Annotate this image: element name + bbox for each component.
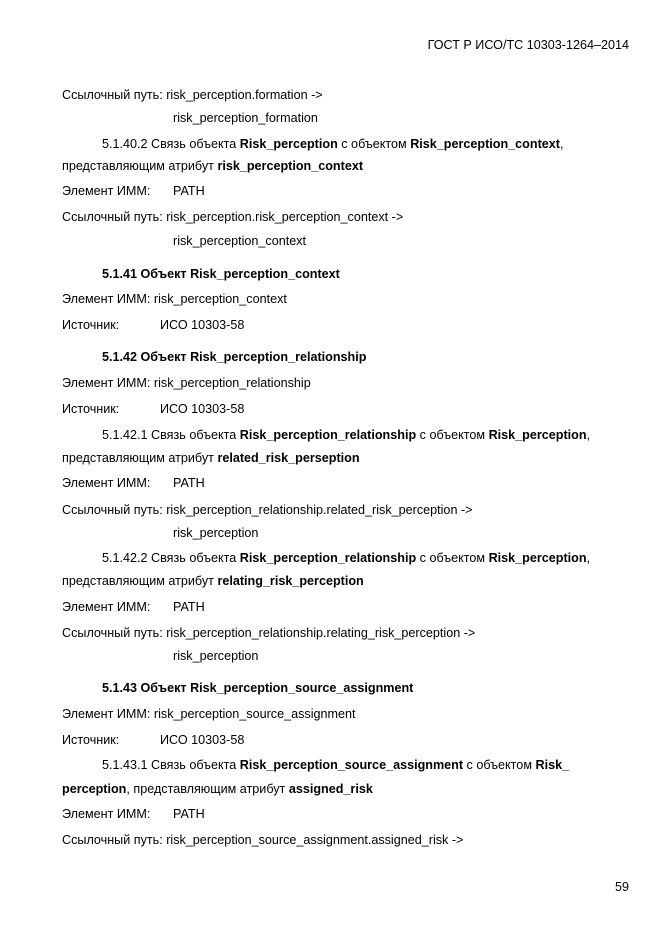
text-segment: представляющим атрибут	[62, 159, 218, 173]
bold-segment: Risk_perception	[488, 428, 587, 442]
text-segment: ,	[559, 137, 564, 151]
source-line	[62, 317, 244, 333]
ref-path-line	[62, 625, 475, 641]
text-segment: , представляющим атрибут	[126, 782, 289, 796]
line-label: Элемент ИММ:	[62, 376, 151, 390]
ref-path-line	[62, 209, 403, 225]
line-value: risk_perception_relationship.related_risk_perception ->	[166, 503, 473, 517]
clause-continuation	[62, 573, 364, 589]
line-value: PATH	[173, 476, 205, 490]
line-label: Элемент ИММ:	[62, 807, 151, 821]
line-label: Источник:	[62, 318, 120, 332]
text-segment: 5.1.40.2 Связь объекта	[102, 137, 240, 151]
line-value: PATH	[173, 807, 205, 821]
line-value: ИСО 10303-58	[160, 402, 245, 416]
bold-segment: Risk_perception_relationship	[239, 428, 417, 442]
bold-segment: Risk_perception_context	[410, 137, 560, 151]
ref-path-line	[62, 87, 323, 103]
text-segment: представляющим атрибут	[62, 451, 218, 465]
source-line	[62, 732, 244, 748]
bold-segment: assigned_risk	[288, 782, 373, 796]
text-segment: представляющим атрибут	[62, 574, 218, 588]
line-value: PATH	[173, 184, 205, 198]
bold-segment: Risk_perception	[239, 137, 338, 151]
line-label: Ссылочный путь:	[62, 626, 163, 640]
document-header: ГОСТ Р ИСО/ТС 10303-1264–2014	[427, 38, 629, 52]
arm-element-line	[62, 375, 311, 391]
line-value: risk_perception_source_assignment.assigned_risk ->	[166, 833, 464, 847]
text-segment: 5.1.42.1 Связь объекта	[102, 428, 240, 442]
line-label: Ссылочный путь:	[62, 88, 163, 102]
clause-5-1-42-1	[102, 427, 590, 443]
line-label: Источник:	[62, 402, 120, 416]
ref-path-line	[62, 502, 473, 518]
line-value: risk_perception.formation ->	[166, 88, 323, 102]
text-segment: ,	[586, 428, 591, 442]
ref-path-continuation: risk_perception	[173, 526, 259, 540]
arm-element-line	[62, 475, 205, 491]
line-value: risk_perception.risk_perception_context ->	[166, 210, 404, 224]
text-segment: 5.1.43.1 Связь объекта	[102, 758, 240, 772]
clause-5-1-43-1	[102, 757, 569, 773]
bold-segment: Risk_perception_relationship	[239, 551, 417, 565]
arm-element-line	[62, 806, 205, 822]
bold-segment: Risk_	[535, 758, 570, 772]
line-label: Ссылочный путь:	[62, 210, 163, 224]
line-label: Элемент ИММ:	[62, 292, 151, 306]
line-label: Элемент ИММ:	[62, 184, 151, 198]
line-value: PATH	[173, 600, 205, 614]
line-value: ИСО 10303-58	[160, 318, 245, 332]
section-heading-5-1-43: 5.1.43 Объект Risk_perception_source_assignment	[102, 681, 414, 695]
source-line	[62, 401, 244, 417]
text-segment: с объектом	[337, 137, 411, 151]
line-label: Ссылочный путь:	[62, 833, 163, 847]
clause-continuation	[62, 158, 363, 174]
clause-continuation	[62, 450, 360, 466]
line-value: risk_perception_relationship.relating_risk_perception ->	[166, 626, 476, 640]
text-segment: с объектом	[416, 551, 489, 565]
arm-element-line	[62, 183, 205, 199]
line-label: Источник:	[62, 733, 120, 747]
bold-segment: Risk_perception	[488, 551, 587, 565]
ref-path-continuation: risk_perception_formation	[173, 111, 318, 125]
ref-path-line	[62, 832, 463, 848]
ref-path-continuation: risk_perception	[173, 649, 259, 663]
section-heading-5-1-41: 5.1.41 Объект Risk_perception_context	[102, 267, 340, 281]
text-segment: ,	[586, 551, 591, 565]
bold-segment: Risk_perception_source_assignment	[239, 758, 464, 772]
bold-segment: related_risk_perseption	[217, 451, 360, 465]
clause-continuation	[62, 781, 373, 797]
text-segment: с объектом	[463, 758, 536, 772]
line-label: Элемент ИММ:	[62, 476, 151, 490]
line-value: risk_perception_relationship	[153, 376, 311, 390]
line-label: Элемент ИММ:	[62, 707, 151, 721]
ref-path-continuation: risk_perception_context	[173, 234, 307, 248]
arm-element-line	[62, 291, 287, 307]
text-segment: 5.1.42.2 Связь объекта	[102, 551, 240, 565]
clause-5-1-40-2	[102, 136, 563, 152]
page-number: 59	[614, 880, 629, 894]
arm-element-line	[62, 706, 356, 722]
text-segment: с объектом	[416, 428, 489, 442]
line-label: Элемент ИММ:	[62, 600, 151, 614]
line-value: risk_perception_context	[153, 292, 287, 306]
arm-element-line	[62, 599, 205, 615]
bold-segment: perception	[62, 782, 127, 796]
clause-5-1-42-2	[102, 550, 590, 566]
section-heading-5-1-42: 5.1.42 Объект Risk_perception_relationship	[102, 350, 367, 364]
line-value: ИСО 10303-58	[160, 733, 245, 747]
bold-segment: relating_risk_perception	[217, 574, 364, 588]
line-value: risk_perception_source_assignment	[153, 707, 356, 721]
bold-segment: risk_perception_context	[217, 159, 364, 173]
line-label: Ссылочный путь:	[62, 503, 163, 517]
